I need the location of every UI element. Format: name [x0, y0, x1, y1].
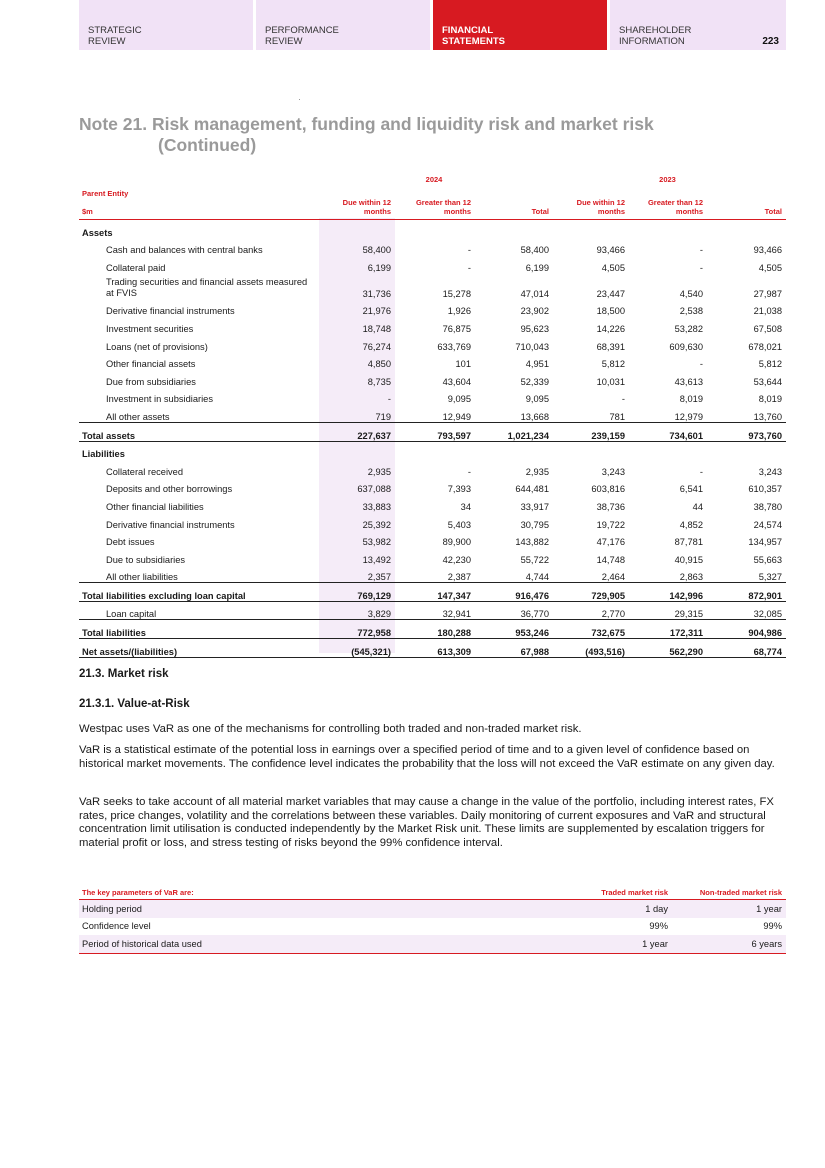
cell-value: 58,400 [520, 245, 549, 256]
cell-value: 2,863 [679, 572, 703, 583]
stray-dot [299, 99, 300, 100]
tab-label: SHAREHOLDER [619, 25, 692, 36]
cell-value: 8,019 [679, 394, 703, 405]
cell-value: 33,883 [362, 501, 391, 512]
cell-value: 8,735 [367, 376, 391, 387]
table-row [79, 273, 786, 299]
cell-value: 29,315 [674, 609, 703, 620]
cell-value: 23,447 [596, 288, 625, 299]
tab-label: STRATEGIC [88, 25, 142, 36]
row-label: Holding period [79, 900, 549, 918]
cell-value: 610,357 [748, 484, 782, 495]
assets-heading: Assets [82, 227, 113, 238]
entity-label: Parent Entity [82, 189, 129, 198]
cell-value: 30,795 [520, 519, 549, 530]
cell-value: 52,339 [520, 376, 549, 387]
cell-value: 58,400 [362, 245, 391, 256]
cell-value: 5,403 [447, 519, 471, 530]
table-row [79, 583, 786, 602]
table-row [79, 352, 786, 370]
cell-value: 87,781 [674, 537, 703, 548]
table-row [79, 299, 786, 317]
cell-value: 973,760 [707, 422, 786, 441]
parent-entity-table [79, 170, 786, 658]
cell-value: 33,917 [520, 501, 549, 512]
title-line-1: Note 21. Risk management, funding and liquidity risk and market risk [79, 114, 654, 134]
cell-value: 32,085 [753, 609, 782, 620]
cell-value: 18,500 [596, 306, 625, 317]
cell-value: 793,597 [395, 422, 475, 441]
cell-value: 42,230 [442, 554, 471, 565]
cell-value: 6,199 [367, 262, 391, 273]
cell-value: 15,278 [442, 288, 471, 299]
cell-value: 93,466 [753, 245, 782, 256]
table-row [79, 512, 786, 530]
cell-value: 729,905 [553, 583, 629, 602]
cell-value: 13,492 [362, 554, 391, 565]
cell-value: 719 [375, 411, 391, 422]
table-row [79, 601, 786, 620]
table-row [79, 255, 786, 273]
cell-value: 12,949 [442, 411, 471, 422]
cell-value: 43,613 [674, 376, 703, 387]
table-row [79, 459, 786, 477]
tab-label: INFORMATION [619, 36, 685, 47]
var-parameters-table [79, 885, 786, 954]
table-row [79, 387, 786, 405]
table-row [79, 918, 786, 936]
cell-value: 772,958 [319, 620, 395, 639]
row-label: Total liabilities excluding loan capital [79, 583, 319, 602]
cell-value: 55,663 [753, 554, 782, 565]
year-2024: 2024 [425, 175, 443, 184]
row-label: Total assets [79, 422, 319, 441]
cell-value: 904,986 [707, 620, 786, 639]
row-label: Collateral received [106, 466, 183, 477]
cell-value: 562,290 [629, 639, 707, 658]
col-greater-2023: Greater than 12 months [629, 184, 707, 220]
cell-value: 76,274 [362, 341, 391, 352]
page-title [79, 114, 654, 156]
cell-value: 43,604 [442, 376, 471, 387]
cell-value: 1,926 [447, 306, 471, 317]
table-row [79, 477, 786, 495]
col-due-2023: Due within 12 months [553, 184, 629, 220]
page-number: 223 [762, 36, 779, 47]
table-row [79, 565, 786, 583]
table-row [79, 316, 786, 334]
cell-value: 2,387 [447, 572, 471, 583]
cell-value: - [387, 394, 391, 405]
col-greater-2024: Greater than 12 months [395, 184, 475, 220]
cell-value: 55,722 [520, 554, 549, 565]
row-label: Loans (net of provisions) [106, 341, 208, 352]
col-nontraded: Non-traded market risk [672, 885, 786, 900]
row-label: Debt issues [106, 537, 155, 548]
cell-value: 14,748 [596, 554, 625, 565]
column-header-row [79, 184, 786, 220]
cell-value: 47,014 [520, 288, 549, 299]
cell-value: 4,505 [758, 262, 782, 273]
cell-value: 76,875 [442, 323, 471, 334]
tab-label: REVIEW [265, 36, 303, 47]
cell-value: 781 [609, 411, 625, 422]
row-label: Derivative financial instruments [106, 306, 235, 317]
var-header: The key parameters of VaR are: [79, 885, 549, 900]
cell-value: (493,516) [553, 639, 629, 658]
tab-performance-review[interactable] [256, 0, 430, 50]
cell-value: - [467, 245, 471, 256]
cell-value: 239,159 [553, 422, 629, 441]
table-row [79, 422, 786, 441]
cell-value: 953,246 [475, 620, 553, 639]
traded-value: 1 year [549, 935, 672, 953]
cell-value: 67,988 [475, 639, 553, 658]
cell-value: 53,282 [674, 323, 703, 334]
cell-value: 53,982 [362, 537, 391, 548]
cell-value: 4,852 [679, 519, 703, 530]
cell-value: 5,327 [758, 572, 782, 583]
cell-value: 9,095 [525, 394, 549, 405]
row-label: Due to subsidiaries [106, 554, 186, 565]
cell-value: 732,675 [553, 620, 629, 639]
row-label: Trading securities and financial assets measured at FVIS [106, 276, 308, 298]
var-header-row [79, 885, 786, 900]
cell-value: 142,996 [629, 583, 707, 602]
row-label: Period of historical data used [79, 935, 549, 953]
cell-value: 5,812 [758, 359, 782, 370]
cell-value: 769,129 [319, 583, 395, 602]
cell-value: 644,481 [515, 484, 549, 495]
cell-value: 4,540 [679, 288, 703, 299]
row-label: Loan capital [106, 609, 157, 620]
cell-value: 633,769 [437, 341, 471, 352]
title-line-2: (Continued) [158, 135, 257, 155]
cell-value: 31,736 [362, 288, 391, 299]
table-row [79, 334, 786, 352]
table-row [79, 620, 786, 639]
row-label: Investment securities [106, 323, 194, 334]
cell-value: 734,601 [629, 422, 707, 441]
col-total-2023: Total [707, 184, 786, 220]
cell-value: 1,021,234 [475, 422, 553, 441]
cell-value: 3,829 [367, 609, 391, 620]
cell-value: 95,623 [520, 323, 549, 334]
cell-value: 609,630 [669, 341, 703, 352]
section-row [79, 441, 786, 459]
traded-value: 1 day [549, 900, 672, 918]
cell-value: 637,088 [357, 484, 391, 495]
cell-value: 6,199 [525, 262, 549, 273]
cell-value: 6,541 [679, 484, 703, 495]
tab-shareholder-information[interactable] [610, 0, 786, 50]
unit-label: $m [82, 207, 93, 216]
cell-value: 180,288 [395, 620, 475, 639]
cell-value: (545,321) [319, 639, 395, 658]
cell-value: - [699, 262, 703, 273]
cell-value: 2,770 [601, 609, 625, 620]
section-nav [79, 0, 786, 50]
tab-financial-statements[interactable] [433, 0, 607, 50]
cell-value: 2,464 [601, 572, 625, 583]
tab-label: STATEMENTS [442, 36, 505, 47]
cell-value: 4,850 [367, 359, 391, 370]
table-row [79, 238, 786, 256]
cell-value: 19,722 [596, 519, 625, 530]
paragraph: Westpac uses VaR as one of the mechanisms for controlling both traded and non-traded market risk. [79, 723, 582, 735]
row-label: Other financial assets [106, 359, 196, 370]
nontraded-value: 6 years [672, 935, 786, 953]
cell-value: 32,941 [442, 609, 471, 620]
cell-value: 143,882 [515, 537, 549, 548]
paragraph: VaR is a statistical estimate of the potential loss in earnings over a specified period of time and to a given level of confidence based on historical market movements. The confidence level indicates the probability that the loss will not exceed the VaR estimate on any given day. [79, 744, 775, 770]
cell-value: 38,780 [753, 501, 782, 512]
col-total-2024: Total [475, 184, 553, 220]
table-row [79, 935, 786, 953]
cell-value: 9,095 [447, 394, 471, 405]
row-label: All other assets [106, 411, 170, 422]
table-row [79, 369, 786, 387]
row-label: Collateral paid [106, 262, 166, 273]
col-due-2024: Due within 12 months [319, 184, 395, 220]
cell-value: - [467, 262, 471, 273]
cell-value: 23,902 [520, 306, 549, 317]
cell-value: - [467, 466, 471, 477]
table-row [79, 404, 786, 422]
cell-value: 53,644 [753, 376, 782, 387]
cell-value: 2,357 [367, 572, 391, 583]
cell-value: 4,951 [525, 359, 549, 370]
cell-value: 36,770 [520, 609, 549, 620]
assets-rows [79, 238, 786, 441]
row-label: Deposits and other borrowings [106, 484, 233, 495]
row-label: Cash and balances with central banks [106, 245, 263, 256]
cell-value: 101 [455, 359, 471, 370]
tab-label: PERFORMANCE [265, 25, 339, 36]
table-row [79, 530, 786, 548]
cell-value: 872,901 [707, 583, 786, 602]
cell-value: 2,538 [679, 306, 703, 317]
cell-value: 27,987 [753, 288, 782, 299]
cell-value: 67,508 [753, 323, 782, 334]
cell-value: 18,748 [362, 323, 391, 334]
row-label: Confidence level [82, 921, 151, 932]
table-row [79, 900, 786, 918]
cell-value: 12,979 [674, 411, 703, 422]
cell-value: 14,226 [596, 323, 625, 334]
col-traded: Traded market risk [549, 885, 672, 900]
table-row [79, 639, 786, 658]
year-header-row [79, 170, 786, 184]
cell-value: 603,816 [591, 484, 625, 495]
cell-value: - [621, 394, 625, 405]
cell-value: 44 [692, 501, 703, 512]
section-heading: 21.3. Market risk [79, 668, 169, 680]
cell-value: - [699, 359, 703, 370]
cell-value: 5,812 [601, 359, 625, 370]
subsection-heading: 21.3.1. Value-at-Risk [79, 698, 190, 710]
cell-value: 710,043 [515, 341, 549, 352]
cell-value: 10,031 [596, 376, 625, 387]
cell-value: 4,505 [601, 262, 625, 273]
row-label: Net assets/(liabilities) [79, 639, 319, 658]
cell-value: 4,744 [525, 572, 549, 583]
cell-value: 68,774 [707, 639, 786, 658]
cell-value: 8,019 [758, 394, 782, 405]
cell-value: 40,915 [674, 554, 703, 565]
row-label: Total liabilities [79, 620, 319, 639]
cell-value: 3,243 [601, 466, 625, 477]
tab-label: FINANCIAL [442, 25, 494, 36]
tab-label: REVIEW [88, 36, 126, 47]
cell-value: 93,466 [596, 245, 625, 256]
cell-value: 38,736 [596, 501, 625, 512]
cell-value: 13,668 [520, 411, 549, 422]
cell-value: - [699, 245, 703, 256]
cell-value: - [699, 466, 703, 477]
liabilities-rows [79, 459, 786, 657]
cell-value: 678,021 [748, 341, 782, 352]
cell-value: 24,574 [753, 519, 782, 530]
cell-value: 47,176 [596, 537, 625, 548]
cell-value: 613,309 [395, 639, 475, 658]
nontraded-value: 99% [763, 921, 782, 932]
cell-value: 172,311 [629, 620, 707, 639]
table-row [79, 494, 786, 512]
cell-value: 13,760 [753, 411, 782, 422]
cell-value: 25,392 [362, 519, 391, 530]
cell-value: 227,637 [319, 422, 395, 441]
paragraph: VaR seeks to take account of all material market variables that may cause a change in the value of the portfolio, including interest rates, FX rates, price changes, volatility and the correlations between these variables. Daily monitoring of current exposures and VaR and structural concentration limit utilisation is conducted independently by the Market Risk unit. These limits are supplemented by escalation triggers for material profit or loss, and stress testing of risks beyond the 99% confidence interval. [79, 796, 774, 849]
row-label: Derivative financial instruments [106, 519, 235, 530]
liabilities-heading: Liabilities [82, 449, 125, 460]
section-row [79, 220, 786, 238]
cell-value: 21,976 [362, 306, 391, 317]
row-label: Other financial liabilities [106, 501, 204, 512]
cell-value: 147,347 [395, 583, 475, 602]
cell-value: 916,476 [475, 583, 553, 602]
cell-value: 21,038 [753, 306, 782, 317]
tab-strategic-review[interactable] [79, 0, 253, 50]
row-label: Due from subsidiaries [106, 376, 196, 387]
traded-value: 99% [649, 921, 668, 932]
nontraded-value: 1 year [672, 900, 786, 918]
cell-value: 3,243 [758, 466, 782, 477]
table-row [79, 547, 786, 565]
cell-value: 89,900 [442, 537, 471, 548]
cell-value: 2,935 [367, 466, 391, 477]
cell-value: 2,935 [525, 466, 549, 477]
entity-header [79, 184, 319, 220]
cell-value: 68,391 [596, 341, 625, 352]
cell-value: 34 [460, 501, 471, 512]
cell-value: 7,393 [447, 484, 471, 495]
cell-value: 134,957 [748, 537, 782, 548]
year-2023: 2023 [659, 175, 676, 184]
row-label: Investment in subsidiaries [106, 394, 213, 405]
row-label: All other liabilities [106, 572, 178, 583]
